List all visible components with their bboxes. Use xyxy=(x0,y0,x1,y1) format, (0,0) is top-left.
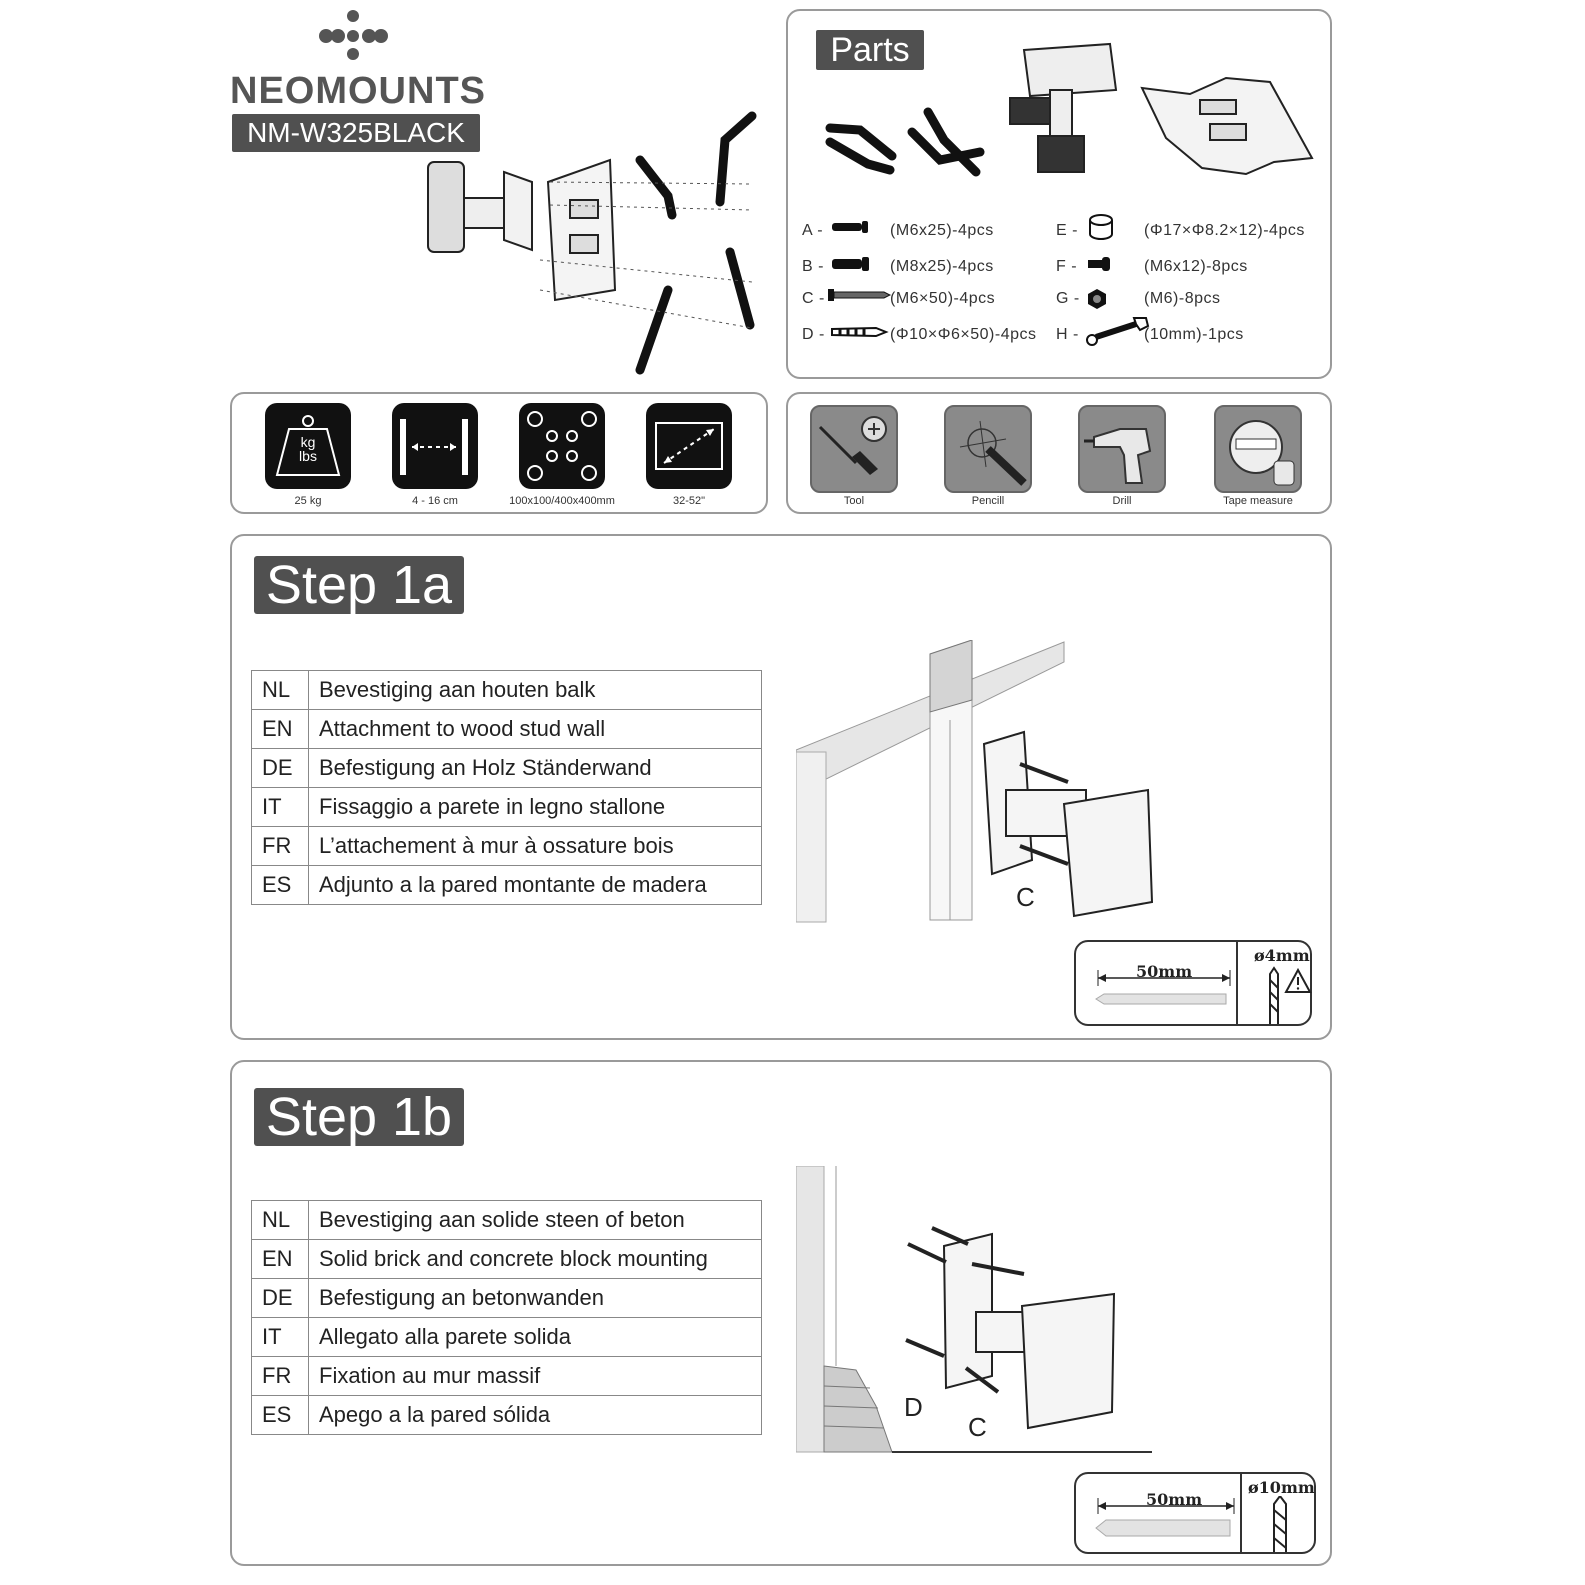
table-row xyxy=(252,788,762,827)
wood-screw-c-icon xyxy=(826,288,892,307)
language-code: IT xyxy=(252,788,309,827)
language-code: DE xyxy=(252,749,309,788)
parts-title: Parts xyxy=(816,30,924,70)
weight-unit-kg: kg xyxy=(300,434,316,450)
drill-depth-label: 50mm xyxy=(1136,962,1193,981)
screw-f-icon xyxy=(1086,256,1114,277)
table-row xyxy=(252,1396,762,1435)
instruction-text: Attachment to wood stud wall xyxy=(309,710,762,749)
instruction-text: Befestigung an Holz Ständerwand xyxy=(309,749,762,788)
anchor-callout-d: D xyxy=(904,1392,923,1422)
part-spec: (Φ17×Φ8.2×12)-4pcs xyxy=(1144,222,1305,239)
wood-stud-wall-illustration xyxy=(796,640,1176,930)
language-code: NL xyxy=(252,671,309,710)
tool-caption: Tool xyxy=(843,495,865,507)
screw-callout-c: C xyxy=(1016,882,1035,912)
drill-icon xyxy=(1078,405,1166,493)
drill-bit-size-label: ø10mm xyxy=(1248,1478,1315,1497)
part-spec: (M6x25)-4pcs xyxy=(890,222,994,239)
drill-bit-size-label: ø4mm xyxy=(1254,946,1310,965)
instruction-text: Befestigung an betonwanden xyxy=(309,1279,762,1318)
part-letter: H - xyxy=(1056,326,1079,343)
table-row xyxy=(252,710,762,749)
vesa-pattern-icon xyxy=(519,403,605,489)
instruction-text: Solid brick and concrete block mounting xyxy=(309,1240,762,1279)
drill-depth-label: 50mm xyxy=(1146,1490,1203,1509)
extension-bars-illustration xyxy=(820,100,990,190)
pencil-icon xyxy=(944,405,1032,493)
language-code: NL xyxy=(252,1201,309,1240)
arm-assembly-illustration xyxy=(1000,40,1120,180)
neomounts-logo-icon xyxy=(316,8,392,64)
instruction-text: Fissaggio a parete in legno stallone xyxy=(309,788,762,827)
screw-a-icon xyxy=(830,220,872,239)
instruction-text: Adjunto a la pared montante de madera xyxy=(309,866,762,905)
language-code: DE xyxy=(252,1279,309,1318)
language-code: ES xyxy=(252,866,309,905)
table-row xyxy=(252,866,762,905)
instruction-text: Bevestiging aan solide steen of beton xyxy=(309,1201,762,1240)
part-letter: F - xyxy=(1056,258,1078,275)
wall-distance-icon xyxy=(392,403,478,489)
instruction-text: Allegato alla parete solida xyxy=(309,1318,762,1357)
part-spec: (Φ10×Φ6×50)-4pcs xyxy=(890,326,1037,343)
spec-caption: 4 - 16 cm xyxy=(412,495,458,507)
spacer-e-icon xyxy=(1086,212,1116,247)
instruction-text: L’attachement à mur à ossature bois xyxy=(309,827,762,866)
vesa-plate-illustration xyxy=(1136,70,1320,182)
part-letter: D - xyxy=(802,326,825,343)
brand-name: NEOMOUNTS xyxy=(230,70,486,112)
language-code: EN xyxy=(252,710,309,749)
screw-callout-c-1b: C xyxy=(968,1412,987,1442)
step-1a-drill-spec xyxy=(1074,940,1312,1026)
part-letter: B - xyxy=(802,258,824,275)
instruction-text: Bevestiging aan houten balk xyxy=(309,671,762,710)
table-row xyxy=(252,1318,762,1357)
wall-anchor-d-icon xyxy=(830,324,890,345)
weight-icon xyxy=(265,403,351,489)
spec-caption: 25 kg xyxy=(294,495,322,507)
language-code: IT xyxy=(252,1318,309,1357)
part-letter: G - xyxy=(1056,290,1080,307)
language-code: FR xyxy=(252,1357,309,1396)
tool-caption: Pencill xyxy=(971,495,1005,507)
model-number: NM-W325BLACK xyxy=(232,114,480,152)
part-spec: (M8x25)-4pcs xyxy=(890,258,994,275)
instruction-text: Apego a la pared sólida xyxy=(309,1396,762,1435)
weight-unit-lbs: lbs xyxy=(299,448,317,464)
table-row xyxy=(252,1201,762,1240)
language-code: ES xyxy=(252,1396,309,1435)
screen-size-icon xyxy=(646,403,732,489)
drill-bit-icon xyxy=(1266,1496,1296,1552)
nut-g-icon xyxy=(1086,288,1108,315)
table-row xyxy=(252,827,762,866)
table-row xyxy=(252,671,762,710)
drill-depth-arrow-icon xyxy=(1094,970,1234,1014)
tool-caption: Drill xyxy=(1112,495,1132,507)
table-row xyxy=(252,749,762,788)
part-letter: A - xyxy=(802,222,824,239)
step-1a-language-table xyxy=(251,670,762,905)
drill-depth-divider xyxy=(1236,942,1238,1026)
part-spec: (M6×50)-4pcs xyxy=(890,290,996,307)
spec-caption: 32-52" xyxy=(672,495,706,507)
table-row xyxy=(252,1279,762,1318)
screwdriver-icon xyxy=(810,405,898,493)
part-letter: C - xyxy=(802,290,825,307)
language-code: FR xyxy=(252,827,309,866)
part-letter: E - xyxy=(1056,222,1078,239)
language-code: EN xyxy=(252,1240,309,1279)
step-1b-drill-spec xyxy=(1074,1472,1316,1554)
table-row xyxy=(252,1357,762,1396)
instruction-text: Fixation au mur massif xyxy=(309,1357,762,1396)
drill-depth-arrow-icon xyxy=(1094,1498,1238,1542)
spec-caption: 100x100/400x400mm xyxy=(509,495,615,507)
tool-caption: Tape measure xyxy=(1223,495,1293,507)
drill-bit-icon xyxy=(1262,966,1312,1026)
step-1b-language-table xyxy=(251,1200,762,1435)
exploded-mount-illustration xyxy=(420,100,770,385)
step-1b-title: Step 1b xyxy=(254,1088,464,1146)
part-spec: (M6x12)-8pcs xyxy=(1144,258,1248,275)
table-row xyxy=(252,1240,762,1279)
wrench-h-icon xyxy=(1086,316,1150,351)
screw-b-icon xyxy=(830,256,872,277)
drill-depth-divider xyxy=(1240,1474,1242,1554)
step-1a-title: Step 1a xyxy=(254,556,464,614)
part-spec: (10mm)-1pcs xyxy=(1144,326,1244,343)
tape-measure-icon xyxy=(1214,405,1302,493)
part-spec: (M6)-8pcs xyxy=(1144,290,1221,307)
